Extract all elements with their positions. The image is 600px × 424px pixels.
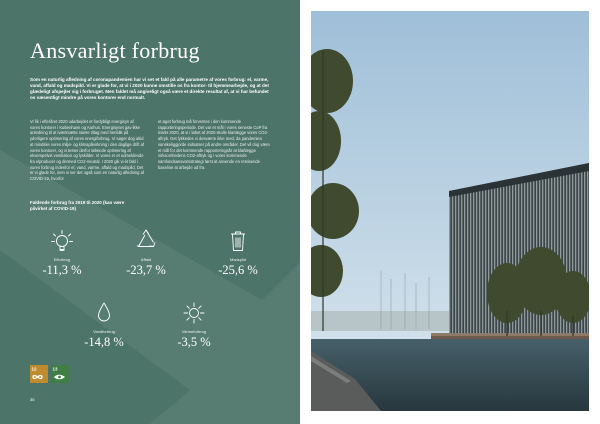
metric-elforbrug	[30, 228, 94, 278]
metric-value: -11,3 %	[42, 263, 82, 277]
metric-madspild	[206, 228, 270, 278]
sdg-12-number: 12	[31, 366, 37, 372]
water-drop-icon	[91, 300, 117, 326]
body-column-1: Vi fik i efteråret 2020 udarbejdet et fordybligt energisyn af vores kontorer i København og Aarhus. Energisynet gav ikke anledning til at iværksætte større tiltag med henblik på yderligere optimering af vores energiforbrug. Vi søger dog altid at mindske vores miljø- og klimapåvirkning i den daglige drift af vores kontorer, og vi tester derfor løbende optimering af eksempelvis ventilation og lyskilder. Vi vores er et udmeldende fra elproducer og dermed CO2-neutral. I 2020 gik vi ét fald i vores forbrug indenfor el, vand, varme, affald og madspild. Det er vi glade for, men vi ser det også som en naturlig afledning af COVID-19, hvorfor	[30, 119, 145, 182]
metric-vandforbrug	[72, 300, 136, 350]
sdg-13-number: 13	[52, 366, 58, 372]
photo-page	[300, 0, 600, 424]
metric-label: Affald	[140, 257, 152, 262]
page-title: Ansvarligt forbrug	[30, 38, 200, 63]
body-column-2: et øget forbrug må forventes i den kommende rapporteringsperiode. Det var et mål i vores seneste CoP fra marts 2020, at vi i løbet af 2020 skulle klarlægge vores CO2-aftryk. Det lykkedes vi desværre ikke med, da pandemien vanskeliggjorde indsatser på andre områder. Det vil dog være et mål for det kommende rapporteringsår at klarlægge virksomhedens CO2-aftryk og i vores kommende samfundsansvarsstrategi først at anvende en retvisende baseline at arbejde ud fra.	[158, 119, 270, 170]
sdg-logos	[30, 365, 70, 383]
metric-value: -14,8 %	[84, 335, 124, 349]
modern-building-waterfront-photo	[311, 11, 589, 411]
metric-label: Vandforbrug	[93, 329, 115, 334]
metric-label: Madspild	[229, 257, 246, 262]
sdg-13-logo	[51, 365, 69, 383]
metric-label: Varmeforbrug	[181, 329, 207, 334]
metric-affald	[114, 228, 178, 278]
metric-label: Elforbrug	[53, 257, 71, 262]
recycle-icon	[133, 228, 159, 254]
sdg-12-logo	[30, 365, 48, 383]
metrics-subheading: Faldende forbrug fra 2019 til 2020 (kan være påvirket af COVID-19)	[30, 200, 125, 211]
trash-bin-icon	[225, 228, 251, 254]
metric-value: -23,7 %	[126, 263, 166, 277]
metric-value: -3,5 %	[177, 335, 211, 349]
page-number: 36	[30, 397, 35, 402]
lightbulb-icon	[49, 228, 75, 254]
sun-icon	[181, 300, 207, 326]
metric-value: -25,6 %	[218, 263, 258, 277]
lead-paragraph: Som en naturlig afledning af coronapandemien har vi set et fald på alle parametre af vores forbrug: el, varme, vand, affald og madspild. Vi er glade for, at vi i 2020 kunne omstille os fra kontor- til hjemmearbejde, og at det glædeligt afspejler sig i forbruget. Men faldet må angiveligt også være et direkte resultat af, at vi har befundet os væsentligt mindre på vores kontorer end normalt.	[30, 77, 269, 100]
metric-varmeforbrug	[162, 300, 226, 350]
